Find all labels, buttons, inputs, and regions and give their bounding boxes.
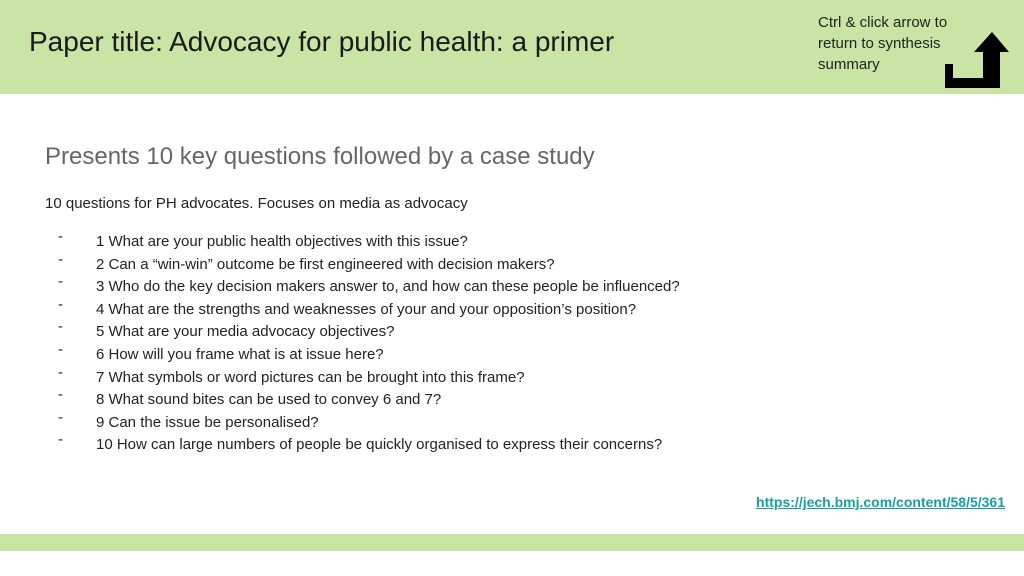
question-text: 6 How will you frame what is at issue here?	[96, 345, 384, 363]
bullet-dash: -	[58, 408, 63, 426]
bullet-dash: -	[58, 386, 63, 404]
question-text: 1 What are your public health objectives with this issue?	[96, 233, 468, 250]
bullet-dash: -	[58, 273, 63, 291]
return-instruction: Ctrl & click arrow to return to synthesis summary	[818, 14, 948, 73]
bullet-dash: -	[58, 295, 63, 313]
question-text: 8 What sound bites can be used to convey 6 and 7?	[96, 391, 442, 409]
bullet-dash: -	[58, 340, 63, 358]
intro-text: 10 questions for PH advocates. Focuses on media as advocacy	[45, 195, 468, 212]
paper-title: Paper title: Advocacy for public health: a primer	[29, 26, 615, 57]
bullet-dash: -	[58, 431, 63, 449]
bullet-dash: -	[58, 250, 63, 268]
question-text: 3 Who do the key decision makers answer to, and how can these people be influenced?	[96, 278, 680, 296]
question-text: 5 What are your media advocacy objectives?	[96, 323, 395, 341]
question-text: 2 Can a “win-win” outcome be first engineered with decision makers?	[96, 255, 555, 273]
slide-subtitle: Presents 10 key questions followed by a case study	[45, 143, 595, 170]
question-text: 10 How can large numbers of people be quickly organised to express their concerns?	[96, 436, 663, 454]
footer-band	[0, 534, 1024, 551]
question-text: 4 What are the strengths and weaknesses of your and your opposition’s position?	[96, 300, 637, 318]
question-text: 9 Can the issue be personalised?	[96, 413, 319, 431]
bullet-dash: -	[58, 363, 63, 381]
bullet-dash: -	[58, 318, 63, 336]
header-band	[0, 0, 1024, 94]
bullet-dash: -	[58, 228, 63, 245]
question-text: 7 What symbols or word pictures can be brought into this frame?	[96, 368, 525, 386]
source-link[interactable]: https://jech.bmj.com/content/58/5/361	[756, 494, 1005, 510]
return-arrow-icon[interactable]	[943, 30, 1009, 90]
